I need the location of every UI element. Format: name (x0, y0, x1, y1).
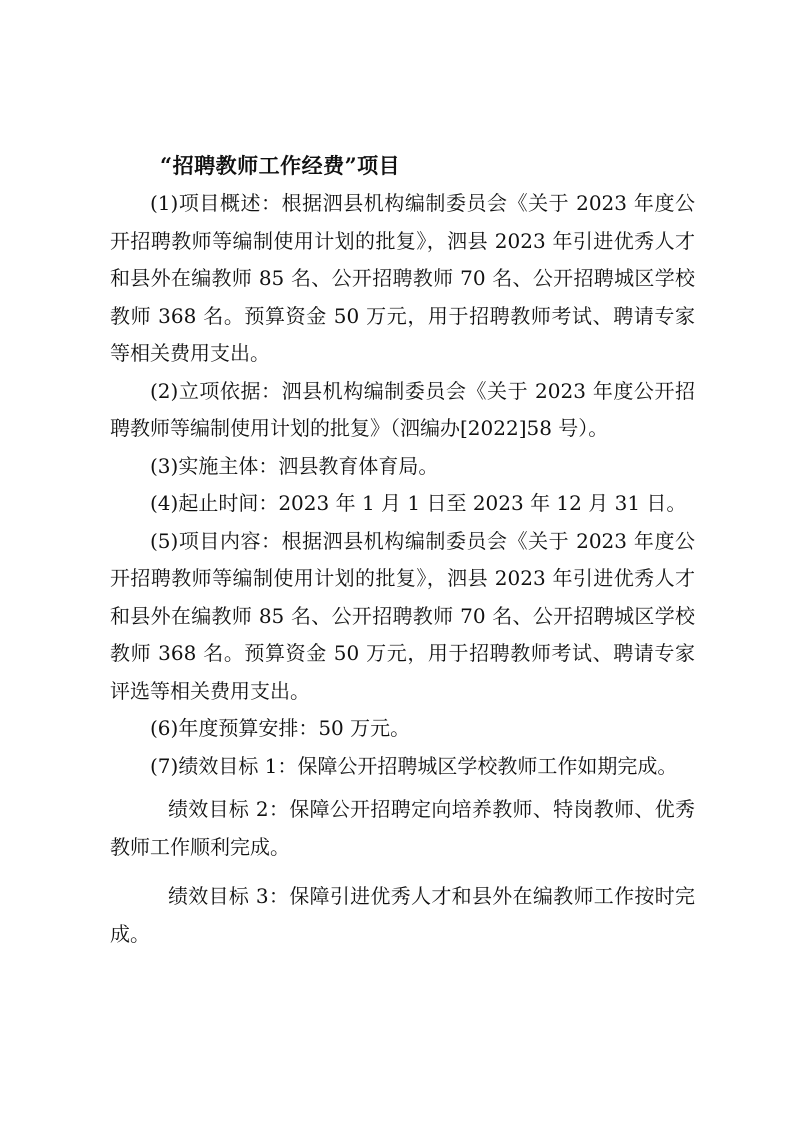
paragraph-budget: (6)年度预算安排：50 万元。 (150, 716, 411, 740)
paragraph-goal-2: 绩效目标 2：保障公开招聘定向培养教师、特岗教师、优秀教师工作顺利完成。 (110, 797, 695, 859)
paragraph-period: (4)起止时间：2023 年 1 月 1 日至 2023 年 12 月 31 日。 (150, 491, 687, 515)
document-title: “招聘教师工作经费”项目 (160, 153, 401, 178)
paragraph-goal-1: (7)绩效目标 1：保障公开招聘城区学校教师工作如期完成。 (150, 753, 678, 778)
paragraph-content: (5)项目内容：根据泗县机构编制委员会《关于 2023 年度公开招聘教师等编制使用计划的批复》，泗县 2023 年引进优秀人才和县外在编教师 85 名、公开招聘教师 70 名、公开招聘城区学校教师 368 名。预算资金 50 万元，用于招聘教师考试、聘请专家评选等相关费用支出。 (110, 528, 695, 703)
paragraph-overview: (1)项目概述：根据泗县机构编制委员会《关于 2023 年度公开招聘教师等编制使用计划的批复》，泗县 2023 年引进优秀人才和县外在编教师 85 名、公开招聘教师 70 名、公开招聘城区学校教师 368 名。预算资金 50 万元，用于招聘教师考试、聘请专家等相关费用支出。 (110, 191, 695, 365)
paragraph-goal-3: 绩效目标 3：保障引进优秀人才和县外在编教师工作按时完成。 (110, 884, 695, 946)
paragraph-basis: (2)立项依据：泗县机构编制委员会《关于 2023 年度公开招聘教师等编制使用计划的批复》（泗编办[2022]58 号）。 (110, 378, 695, 440)
paragraph-implementer: (3)实施主体：泗县教育体育局。 (150, 453, 439, 478)
document-body (110, 185, 695, 953)
